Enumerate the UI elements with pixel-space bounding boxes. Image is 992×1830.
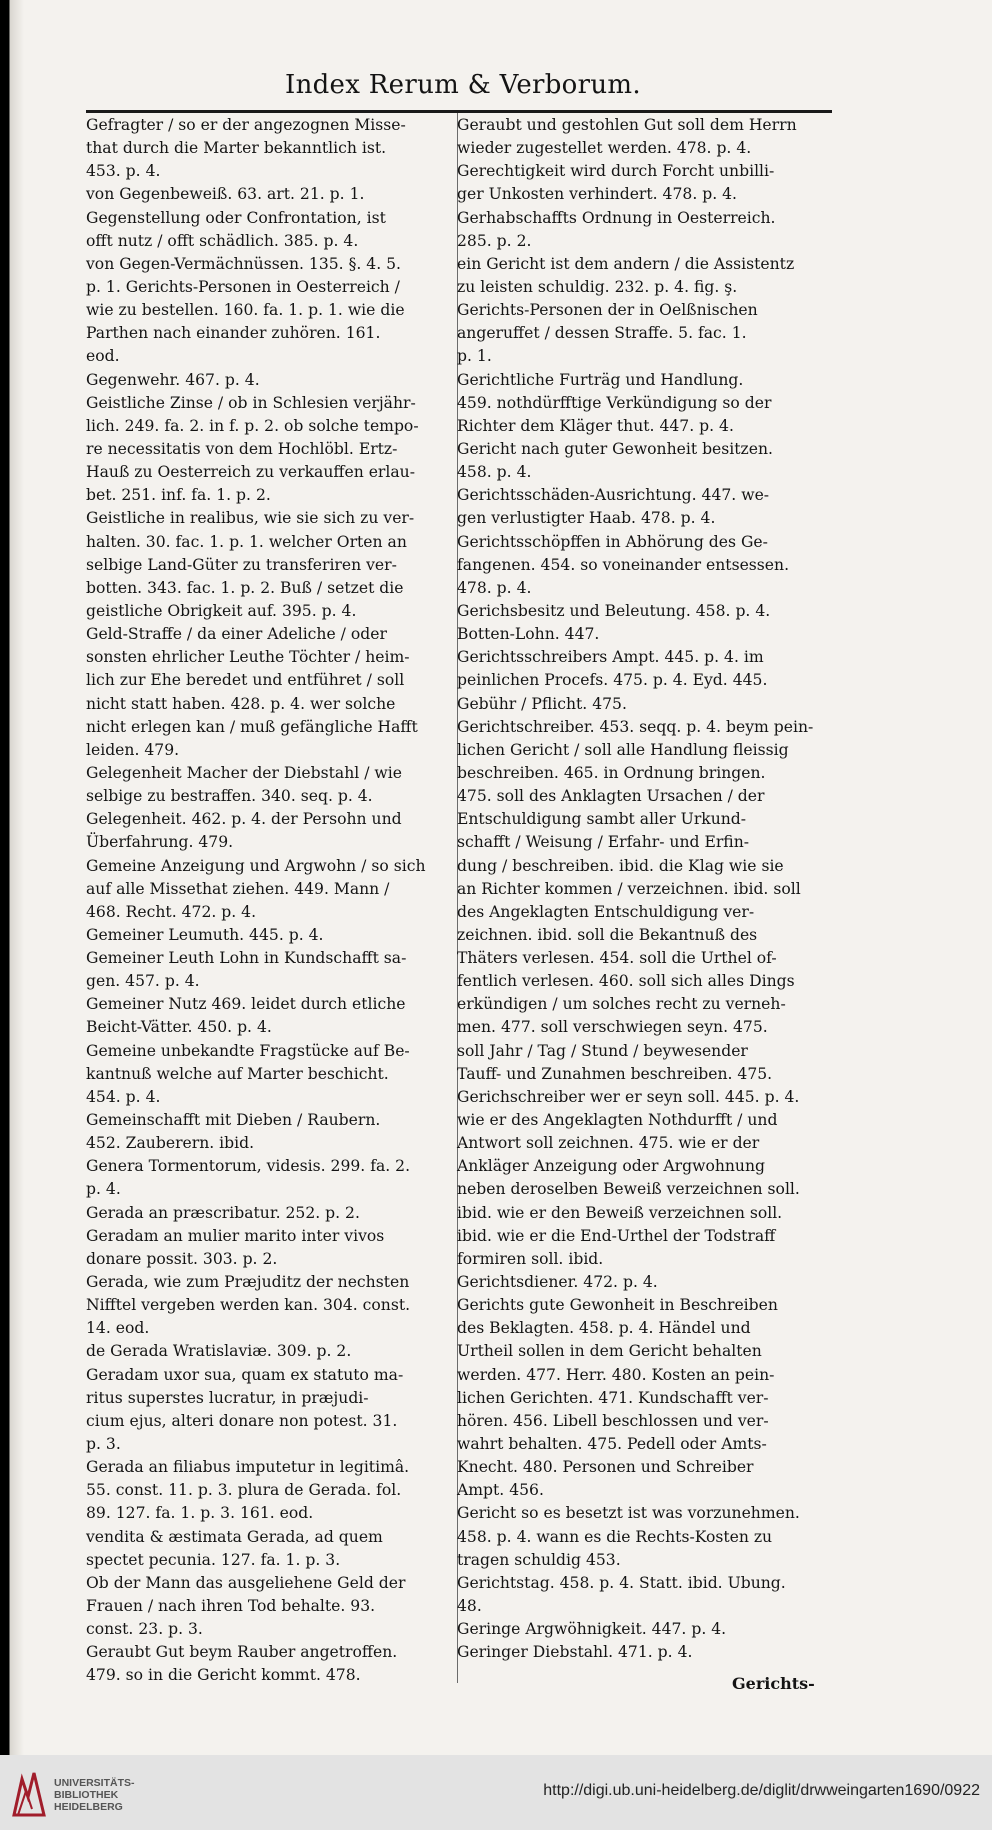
index-line: sonsten ehrlicher Leuthe Töchter / heim- <box>86 648 410 667</box>
index-line: selbige zu bestraffen. 340. seq. p. 4. <box>86 787 373 806</box>
index-line: Knecht. 480. Personen und Schreiber <box>457 1458 754 1477</box>
index-line: tragen schuldig 453. <box>457 1550 621 1569</box>
index-line: zu leisten schuldig. 232. p. 4. fig. ş. <box>457 277 738 296</box>
index-line: Gerichtsschreibers Ampt. 445. p. 4. im <box>457 648 764 667</box>
index-line: Gemeiner Leumuth. 445. p. 4. <box>86 925 324 944</box>
header-rule <box>86 110 832 113</box>
index-line: Gelegenheit Macher der Diebstahl / wie <box>86 763 402 782</box>
index-line: Gerichtsdiener. 472. p. 4. <box>457 1273 658 1292</box>
index-line: Gerechtigkeit wird durch Forcht unbilli- <box>457 162 775 181</box>
index-line: 285. p. 2. <box>457 231 532 250</box>
index-line: 452. Zauberern. ibid. <box>86 1134 255 1153</box>
index-line: Gegenstellung oder Confrontation, ist <box>86 208 386 227</box>
index-line: Gerichts gute Gewonheit in Beschreiben <box>457 1296 778 1315</box>
index-line: 479. so in die Gericht kommt. 478. <box>86 1666 361 1685</box>
index-line: botten. 343. fac. 1. p. 2. Buß / setzet die <box>86 578 404 597</box>
index-line: Genera Tormentorum, videsis. 299. fa. 2. <box>86 1157 411 1176</box>
index-line: von Gegen-Vermächnüssen. 135. §. 4. 5. <box>86 254 402 273</box>
index-line: Gerichsbesitz und Beleutung. 458. p. 4. <box>457 601 771 620</box>
index-line: lichen Gericht / soll alle Handlung fleissig <box>457 740 789 759</box>
index-line: Gefragter / so er der angezognen Misse- <box>86 116 406 134</box>
index-line: 14. eod. <box>86 1319 150 1338</box>
index-line: Beicht-Vätter. 450. p. 4. <box>86 1018 272 1037</box>
index-line: auf alle Missethat ziehen. 449. Mann / <box>86 879 390 898</box>
index-line: wahrt behalten. 475. Pedell oder Amts- <box>457 1435 767 1454</box>
index-line: hören. 456. Libell beschlossen und ver- <box>457 1411 769 1430</box>
index-line: p. 1. Gerichts-Personen in Oesterreich / <box>86 277 400 296</box>
index-line: Gelegenheit. 462. p. 4. der Persohn und <box>86 810 402 829</box>
index-line: selbige Land-Güter zu transferiren ver- <box>86 555 397 574</box>
index-line: Urtheil sollen in dem Gericht behalten <box>457 1342 762 1361</box>
footer-bar <box>0 1755 992 1830</box>
index-line: Antwort soll zeichnen. 475. wie er der <box>457 1134 760 1153</box>
index-line: soll Jahr / Tag / Stund / beywesender <box>457 1041 748 1060</box>
index-line: Ob der Mann das ausgeliehene Geld der <box>86 1573 406 1592</box>
index-line: Geringe Argwöhnigkeit. 447. p. 4. <box>457 1620 727 1639</box>
index-line: Gerichts-Personen der in Oelßnischen <box>457 301 758 320</box>
index-line: gen verlustigter Haab. 478. p. 4. <box>457 509 716 528</box>
index-line: Geistliche Zinse / ob in Schlesien verjähr- <box>86 393 416 412</box>
index-line: Gerichtsschöpffen in Abhörung des Ge- <box>457 532 768 551</box>
index-line: re necessitatis von dem Hochlöbl. Ertz- <box>86 439 398 458</box>
page-edge-shadow <box>0 0 24 1755</box>
index-line: beschreiben. 465. in Ordnung bringen. <box>457 763 766 782</box>
index-line: wie zu bestellen. 160. fa. 1. p. 1. wie die <box>86 301 405 320</box>
index-line: cium ejus, alteri donare non potest. 31. <box>86 1411 398 1430</box>
index-line: lichen Gerichten. 471. Kundschafft ver- <box>457 1388 769 1407</box>
index-line: p. 3. <box>86 1435 121 1454</box>
index-line: vendita & æstimata Gerada, ad quem <box>86 1527 383 1546</box>
index-line: 453. p. 4. <box>86 162 161 181</box>
index-line: p. 4. <box>86 1180 121 1199</box>
index-line: Gerichtstag. 458. p. 4. Statt. ibid. Ubung. <box>457 1573 786 1592</box>
index-line: offt nutz / offt schädlich. 385. p. 4. <box>86 231 359 250</box>
index-line: des Angeklagten Entschuldigung ver- <box>457 902 755 921</box>
index-line: ritus superstes lucratur, in præjudi- <box>86 1388 369 1407</box>
index-line: angeruffet / dessen Straffe. 5. fac. 1. <box>457 324 747 343</box>
index-line: Parthen nach einander zuhören. 161. <box>86 324 381 343</box>
index-line: Gerada, wie zum Præjuditz der nechsten <box>86 1273 410 1292</box>
index-line: Geringer Diebstahl. 471. p. 4. <box>457 1643 693 1662</box>
index-line: 459. nothdürfftige Verkündigung so der <box>457 393 772 412</box>
index-line: de Gerada Wratislaviæ. 309. p. 2. <box>86 1342 352 1361</box>
index-line: nicht erlegen kan / muß gefängliche Hafft <box>86 717 418 736</box>
index-line: Gerichtsschäden-Ausrichtung. 447. we- <box>457 486 770 505</box>
index-line: formiren soll. ibid. <box>457 1249 604 1268</box>
index-line: kantnuß welche auf Marter beschicht. <box>86 1064 389 1083</box>
index-line: const. 23. p. 3. <box>86 1620 203 1639</box>
index-line: Gericht nach guter Gewonheit besitzen. <box>457 439 773 458</box>
index-line: Nifftel vergeben werden kan. 304. const. <box>86 1296 411 1315</box>
index-line: 89. 127. fa. 1. p. 3. 161. eod. <box>86 1504 314 1523</box>
index-line: Gemeiner Nutz 469. leidet durch etliche <box>86 995 406 1014</box>
index-line: Geraubt Gut beym Rauber angetroffen. <box>86 1643 398 1662</box>
index-line: eod. <box>86 347 120 366</box>
index-line: gen. 457. p. 4. <box>86 972 200 991</box>
index-line: 458. p. 4. <box>457 463 532 482</box>
index-line: ibid. wie er den Beweiß verzeichnen soll. <box>457 1203 783 1222</box>
index-line: lich zur Ehe beredet und entführet / soll <box>86 671 405 690</box>
index-line: zeichnen. ibid. soll die Bekantnuß des <box>457 925 758 944</box>
index-line: geistliche Obrigkeit auf. 395. p. 4. <box>86 601 357 620</box>
index-line: Gerichtliche Furträg und Handlung. <box>457 370 744 389</box>
index-line: lich. 249. fa. 2. in f. p. 2. ob solche tempo- <box>86 416 419 435</box>
index-line: neben deroselben Beweiß verzeichnen soll. <box>457 1180 800 1199</box>
index-line: ger Unkosten verhindert. 478. p. 4. <box>457 185 738 204</box>
index-column-right <box>457 114 837 1664</box>
index-line: Geistliche in realibus, wie sie sich zu ver- <box>86 509 415 528</box>
library-name: UNIVERSITÄTS- BIBLIOTHEK HEIDELBERG <box>54 1777 135 1813</box>
index-line: schafft / Weisung / Erfahr- und Erfin- <box>457 833 750 852</box>
index-line: Frauen / nach ihren Tod behalte. 93. <box>86 1597 376 1615</box>
index-line: halten. 30. fac. 1. p. 1. welcher Orten an <box>86 532 407 551</box>
index-line: Gebühr / Pflicht. 475. <box>457 694 627 713</box>
index-line: Gemeiner Leuth Lohn in Kundschafft sa- <box>86 949 407 968</box>
index-line: ein Gericht ist dem andern / die Assistentz <box>457 254 795 273</box>
index-line: wieder zugestellet werden. 478. p. 4. <box>457 139 752 158</box>
index-line: Gerichschreiber wer er seyn soll. 445. p. 4. <box>457 1087 800 1106</box>
index-line: nicht statt haben. 428. p. 4. wer solche <box>86 694 396 713</box>
index-line: Hauß zu Oesterreich zu verkauffen erlau- <box>86 463 415 482</box>
index-line: Gemeinschafft mit Dieben / Raubern. <box>86 1111 381 1130</box>
index-line: fentlich verlesen. 460. soll sich alles Dings <box>457 972 795 991</box>
index-line: dung / beschreiben. ibid. die Klag wie sie <box>457 856 784 875</box>
index-line: Geradam an mulier marito inter vivos <box>86 1226 385 1245</box>
index-line: 48. <box>457 1597 482 1615</box>
index-line: Gegenwehr. 467. p. 4. <box>86 370 260 389</box>
index-line: leiden. 479. <box>86 740 180 759</box>
index-line: Thäters verlesen. 454. soll die Urthel of- <box>457 949 777 968</box>
index-line: Gerada an filiabus imputetur in legitimâ. <box>86 1458 410 1477</box>
index-line: an Richter kommen / verzeichnen. ibid. soll <box>457 879 801 898</box>
index-line: wie er des Angeklagten Nothdurfft / und <box>457 1111 778 1130</box>
index-line: von Gegenbeweiß. 63. art. 21. p. 1. <box>86 185 365 204</box>
index-line: Geradam uxor sua, quam ex statuto ma- <box>86 1365 404 1384</box>
index-line: bet. 251. inf. fa. 1. p. 2. <box>86 486 271 505</box>
index-line: that durch die Marter bekanntlich ist. <box>86 139 387 158</box>
index-line: werden. 477. Herr. 480. Kosten an pein- <box>457 1365 775 1384</box>
page-url[interactable]: http://digi.ub.uni-heidelberg.de/diglit/drwweingarten1690/0922 <box>543 1782 980 1799</box>
index-line: Ankläger Anzeigung oder Argwohnung <box>457 1157 765 1176</box>
index-line: fangenen. 454. so voneinander entsessen. <box>457 555 790 574</box>
index-line: men. 477. soll verschwiegen seyn. 475. <box>457 1018 768 1037</box>
index-line: Gerada an præscribatur. 252. p. 2. <box>86 1203 360 1222</box>
index-line: Geraubt und gestohlen Gut soll dem Herrn <box>457 116 797 134</box>
index-column-left <box>86 114 442 1688</box>
index-line: Gemeine Anzeigung und Argwohn / so sich <box>86 856 426 875</box>
index-line: Tauff- und Zunahmen beschreiben. 475. <box>457 1064 773 1083</box>
index-line: 475. soll des Anklagten Ursachen / der <box>457 787 765 806</box>
index-line: Geld-Straffe / da einer Adeliche / oder <box>86 625 387 644</box>
index-line: 468. Recht. 472. p. 4. <box>86 902 257 921</box>
university-library-logo-icon <box>12 1769 46 1817</box>
catchword: Gerichts- <box>732 1674 815 1693</box>
index-line: 55. const. 11. p. 3. plura de Gerada. fol. <box>86 1481 402 1500</box>
index-line: ibid. wie er die End-Urthel der Todstraff <box>457 1226 776 1245</box>
index-line: Gerhabschaffts Ordnung in Oesterreich. <box>457 208 776 227</box>
index-line: 478. p. 4. <box>457 578 532 597</box>
index-line: donare possit. 303. p. 2. <box>86 1249 278 1268</box>
index-line: Gerichtschreiber. 453. seqq. p. 4. beym pein- <box>457 717 814 736</box>
index-line: Überfahrung. 479. <box>86 833 234 852</box>
index-line: 454. p. 4. <box>86 1087 161 1106</box>
index-line: spectet pecunia. 127. fa. 1. p. 3. <box>86 1550 341 1569</box>
index-line: Richter dem Kläger thut. 447. p. 4. <box>457 416 734 435</box>
index-line: p. 1. <box>457 347 492 366</box>
index-line: Gericht so es besetzt ist was vorzunehmen. <box>457 1504 800 1523</box>
page-header: Index Rerum & Verborum. <box>285 70 641 100</box>
index-line: 458. p. 4. wann es die Rechts-Kosten zu <box>457 1527 773 1546</box>
index-line: Botten-Lohn. 447. <box>457 625 600 644</box>
index-line: des Beklagten. 458. p. 4. Händel und <box>457 1319 751 1338</box>
index-line: Entschuldigung sambt aller Urkund- <box>457 810 747 829</box>
index-line: peinlichen Procefs. 475. p. 4. Eyd. 445. <box>457 671 768 690</box>
index-line: erkündigen / um solches recht zu verneh- <box>457 995 786 1014</box>
index-line: Ampt. 456. <box>457 1481 544 1500</box>
index-line: Gemeine unbekandte Fragstücke auf Be- <box>86 1041 410 1060</box>
